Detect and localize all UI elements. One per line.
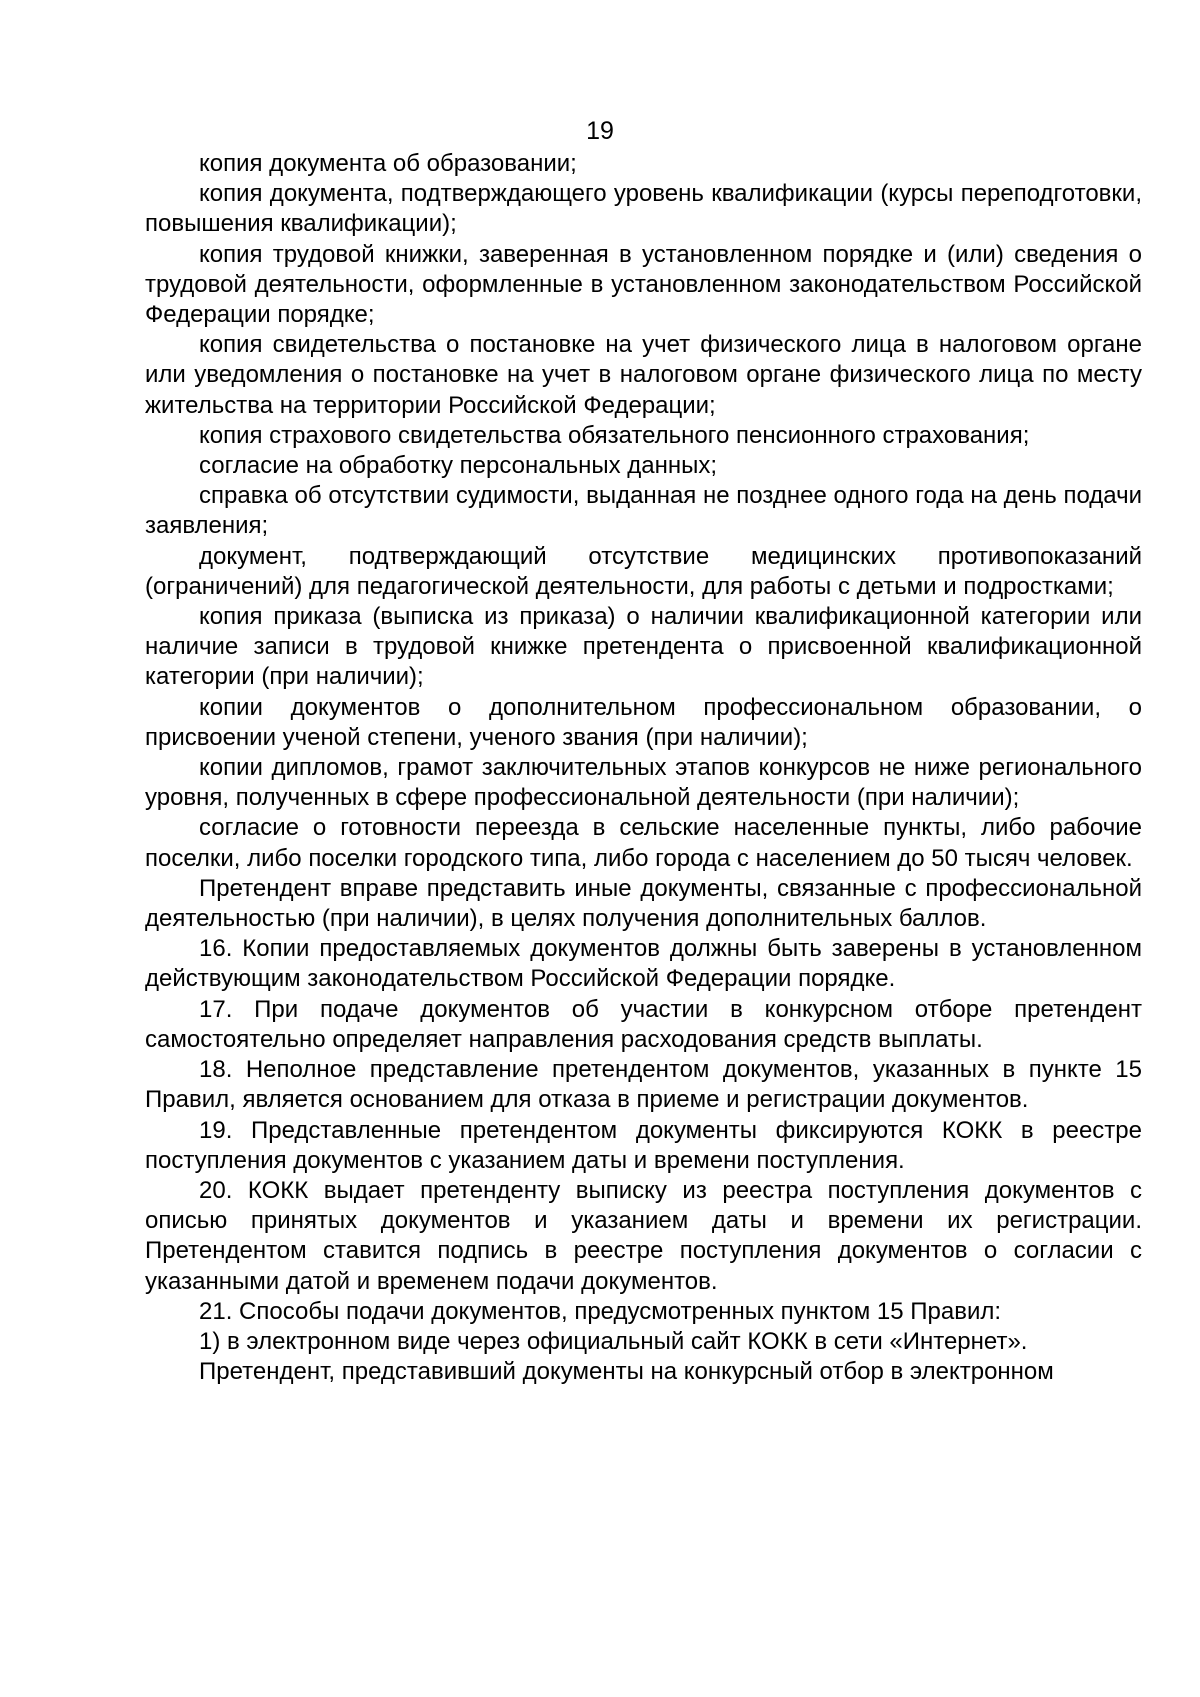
paragraph: справка об отсутствии судимости, выданная не позднее одного года на день подачи заявления; bbox=[145, 482, 1142, 540]
paragraph: 20. КОКК выдает претенденту выписку из реестра поступления документов с описью принятых документов и указанием даты и времени их регистрации. Претендентом ставится подпись в реестре поступления документов о согласии с указанными датой и временем подачи документов. bbox=[145, 1176, 1142, 1295]
paragraph: копия свидетельства о постановке на учет физического лица в налоговом органе или уведомления о постановке на учет в налоговом органе физического лица по месту жительства на территории Российской Федерации; bbox=[145, 331, 1142, 419]
page-number: 19 bbox=[586, 117, 614, 145]
paragraph: 18. Неполное представление претендентом документов, указанных в пункте 15 Правил, является основанием для отказа в приеме и регистрации документов. bbox=[145, 1056, 1142, 1114]
document-body bbox=[145, 149, 1142, 1387]
paragraph: копия страхового свидетельства обязательного пенсионного страхования; bbox=[199, 421, 1030, 449]
paragraph: копия приказа (выписка из приказа) о наличии квалификационной категории или наличие записи в трудовой книжке претендента о присвоенной квалификационной категории (при наличии); bbox=[145, 603, 1142, 691]
paragraph: копия трудовой книжки, заверенная в установленном порядке и (или) сведения о трудовой деятельности, оформленные в установленном законодательством Российской Федерации порядке; bbox=[145, 240, 1142, 329]
paragraph: копии документов о дополнительном профессиональном образовании, о присвоении ученой степени, ученого звания (при наличии); bbox=[145, 693, 1142, 751]
paragraph: копия документа об образовании; bbox=[199, 150, 577, 177]
paragraph: 19. Представленные претендентом документы фиксируются КОКК в реестре поступления документов с указанием даты и времени поступления. bbox=[145, 1116, 1142, 1174]
paragraph: документ, подтверждающий отсутствие медицинских противопоказаний (ограничений) для педагогической деятельности, для работы с детьми и подростками; bbox=[145, 542, 1142, 600]
paragraph: Претендент вправе представить иные документы, связанные с профессиональной деятельностью (при наличии), в целях получения дополнительных баллов. bbox=[145, 874, 1142, 933]
paragraph: согласие о готовности переезда в сельские населенные пункты, либо рабочие поселки, либо поселки городского типа, либо города с населением до 50 тысяч человек. bbox=[145, 814, 1142, 872]
paragraph: 16. Копии предоставляемых документов должны быть заверены в установленном действующим законодательством Российской Федерации порядке. bbox=[145, 935, 1142, 993]
paragraph: копия документа, подтверждающего уровень квалификации (курсы переподготовки, повышения квалификации); bbox=[145, 180, 1142, 238]
paragraph: Претендент, представивший документы на конкурсный отбор в электронном bbox=[199, 1358, 1054, 1386]
paragraph: копии дипломов, грамот заключительных этапов конкурсов не ниже регионального уровня, полученных в сфере профессиональной деятельности (при наличии); bbox=[145, 754, 1142, 812]
paragraph: 1) в электронном виде через официальный сайт КОКК в сети «Интернет». bbox=[199, 1327, 1028, 1355]
paragraph: 21. Способы подачи документов, предусмотренных пунктом 15 Правил: bbox=[199, 1297, 1002, 1325]
paragraph: 17. При подаче документов об участии в конкурсном отборе претендент самостоятельно определяет направления расходования средств выплаты. bbox=[145, 995, 1142, 1053]
paragraph: согласие на обработку персональных данных; bbox=[199, 452, 718, 480]
